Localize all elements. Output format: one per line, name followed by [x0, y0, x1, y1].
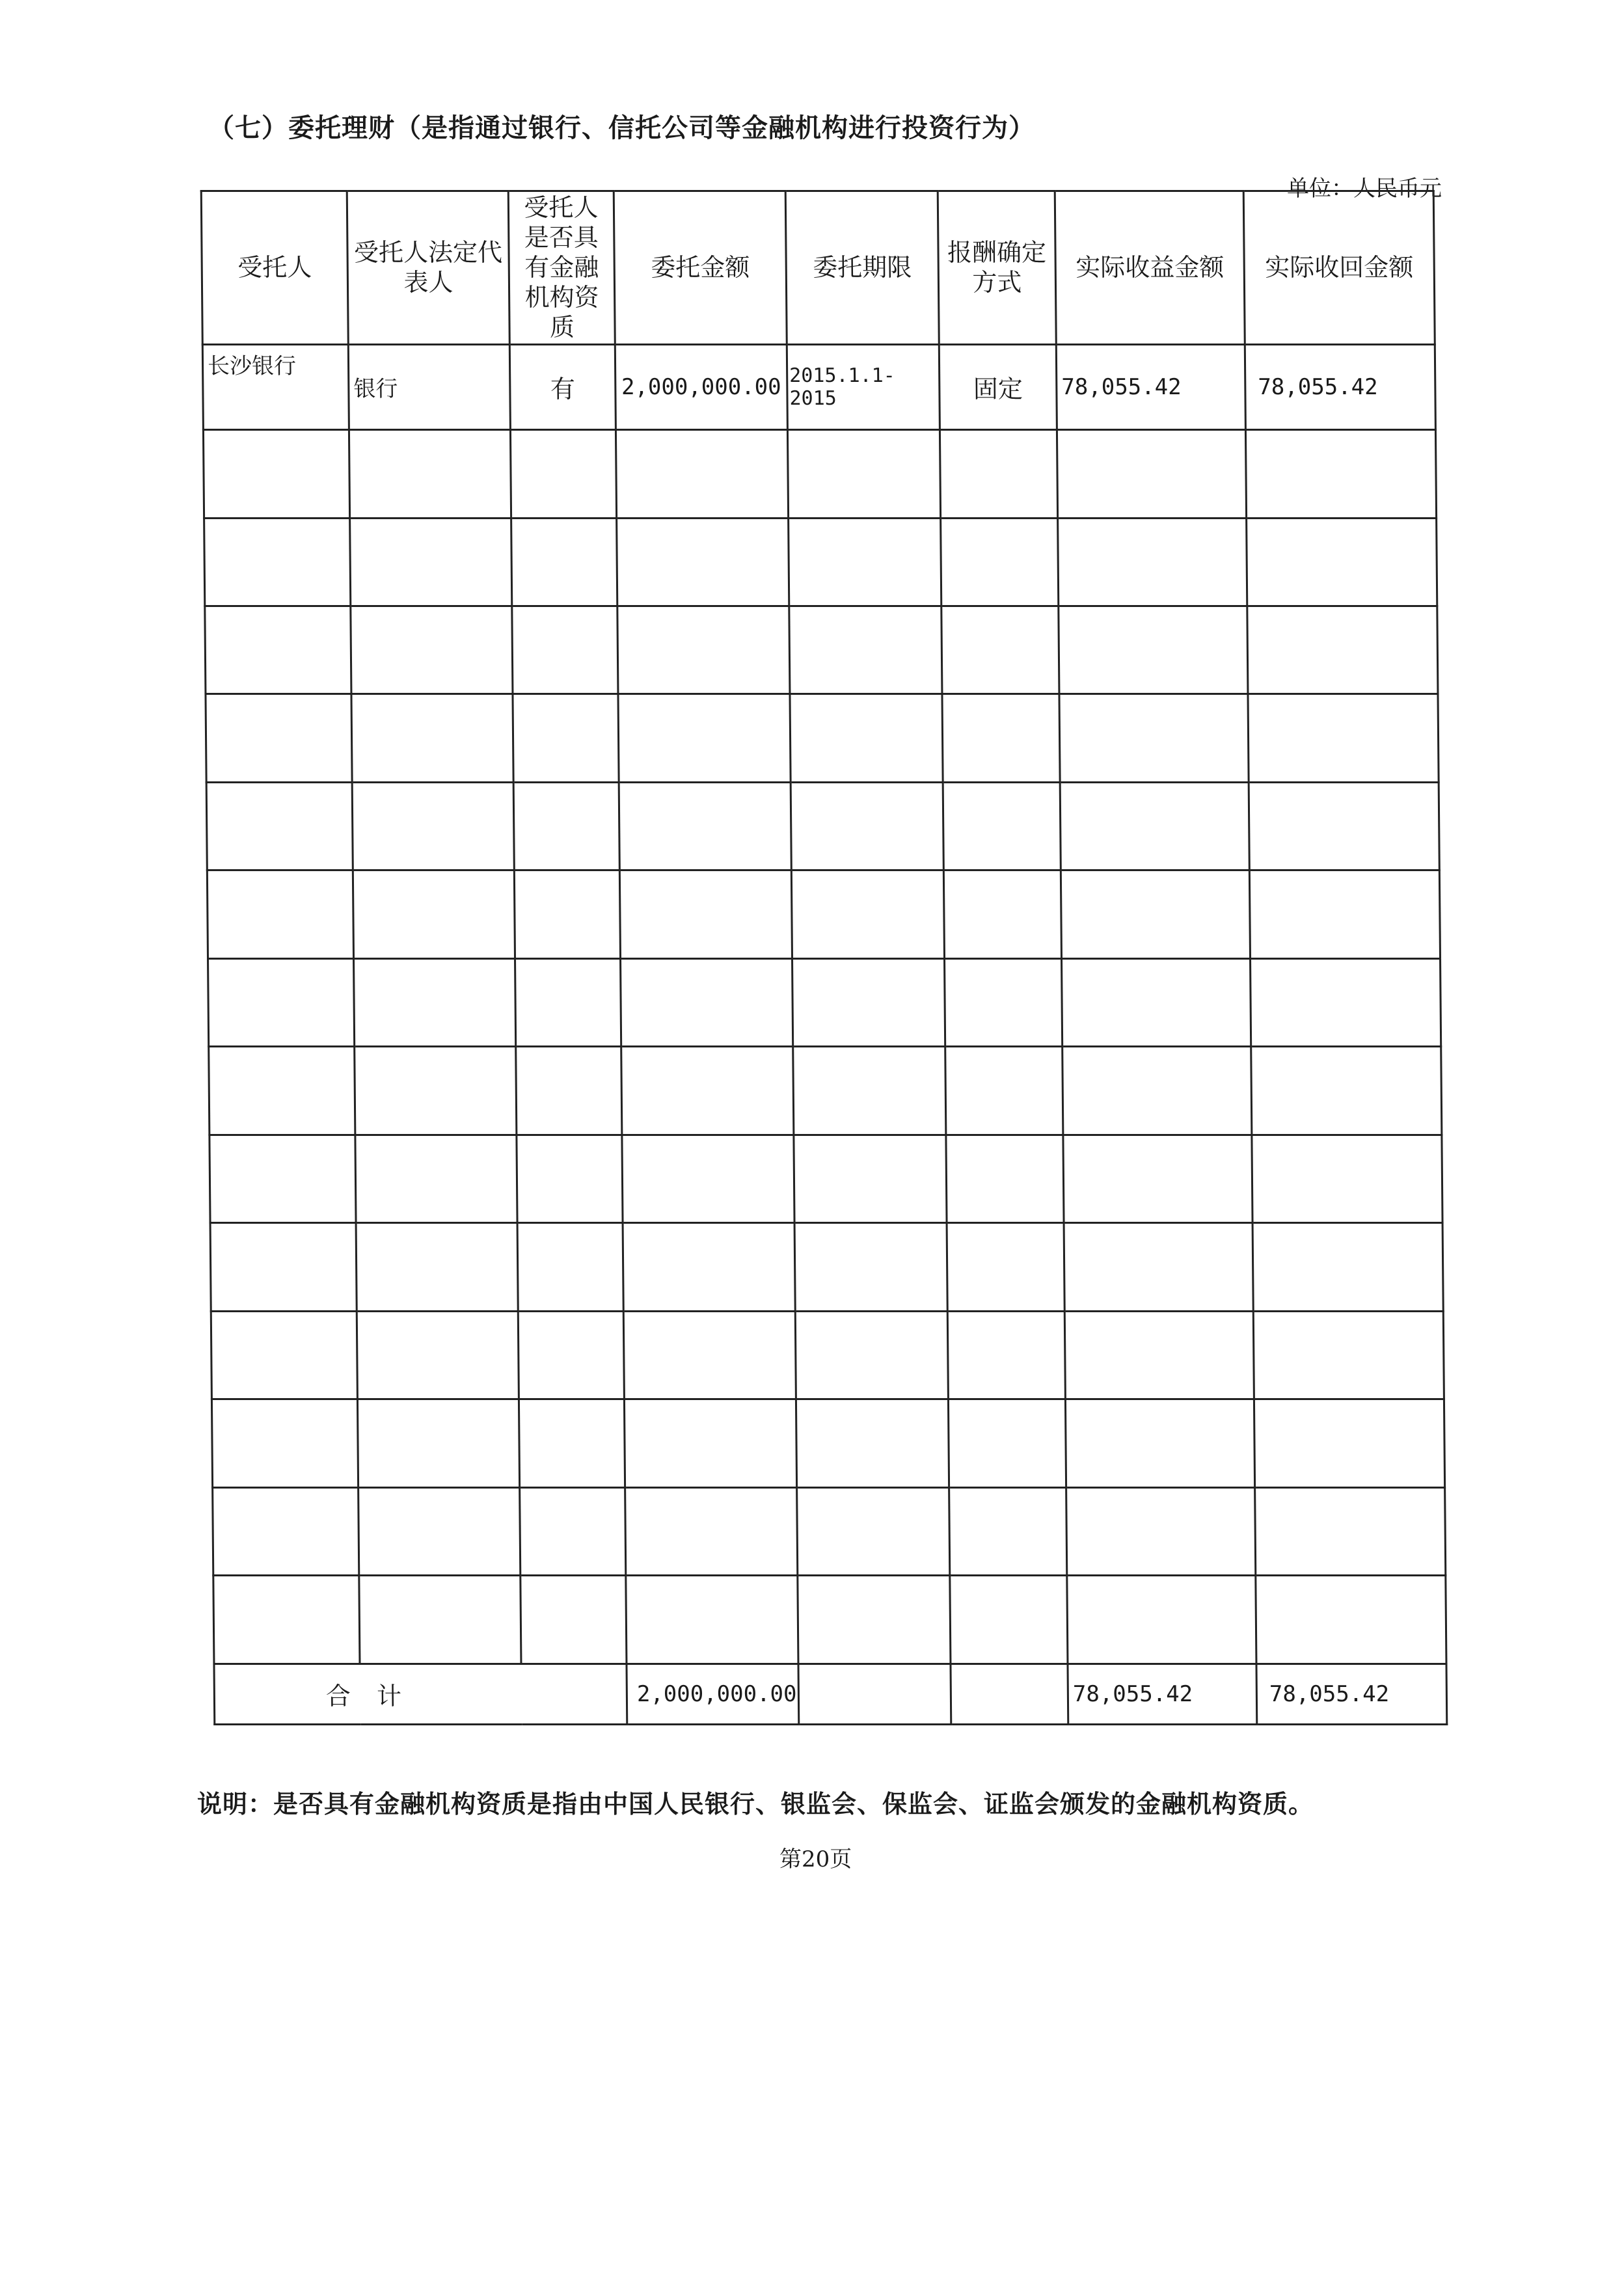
empty-row	[207, 870, 1440, 958]
currency-unit: 单位：人民币元	[1287, 176, 1442, 202]
empty-row	[204, 518, 1437, 606]
empty-row	[210, 1135, 1442, 1222]
cell-qualified: 有	[509, 344, 616, 429]
empty-row	[209, 1047, 1442, 1135]
col-header-qualification: 受托人是否具有金融机构资质	[508, 191, 615, 345]
cell-trustee	[202, 344, 349, 429]
empty-row	[211, 1311, 1444, 1399]
total-actual-income: 78,055.42	[1068, 1664, 1257, 1724]
cell-amount: 2,000,000.00	[615, 344, 787, 429]
empty-row	[205, 606, 1438, 694]
trustee-text: 长沙银行	[207, 353, 297, 379]
cell-term: 2015.1.1-2015	[787, 344, 940, 429]
total-fee-method	[951, 1664, 1068, 1724]
col-header-legal-rep: 受托人法定代表人	[347, 191, 509, 345]
qualification-note: 说明：是否具有金融机构资质是指由中国人民银行、银监会、保监会、证监会颁发的金融机构资质。	[197, 1789, 1314, 1818]
cell-actual-income: 78,055.42	[1056, 344, 1245, 429]
total-term	[798, 1664, 951, 1724]
entrusted-investment-table	[200, 190, 1448, 1725]
empty-row	[213, 1576, 1446, 1664]
empty-row	[213, 1487, 1446, 1575]
empty-row	[208, 958, 1441, 1046]
col-header-term: 委托期限	[785, 191, 939, 345]
total-actual-recovered: 78,055.42	[1256, 1664, 1447, 1724]
col-header-amount: 委托金额	[614, 191, 787, 345]
table-row	[202, 344, 1435, 429]
total-amount: 2,000,000.00	[627, 1664, 799, 1724]
cell-actual-recovered: 78,055.42	[1245, 344, 1435, 429]
empty-row	[203, 430, 1436, 518]
empty-row	[211, 1399, 1444, 1487]
table-header-row	[201, 191, 1435, 345]
col-header-trustee: 受托人	[201, 191, 348, 345]
empty-row	[206, 694, 1439, 782]
col-header-actual-income: 实际收益金额	[1055, 191, 1245, 345]
col-header-actual-recovered: 实际收回金额	[1243, 191, 1435, 345]
page-number: 第20页	[779, 1846, 852, 1872]
cell-legal-rep: 银行	[348, 344, 510, 429]
total-label: 合 计	[214, 1664, 627, 1724]
cell-fee-method: 固定	[939, 344, 1057, 429]
empty-row	[210, 1223, 1443, 1311]
total-row	[214, 1664, 1447, 1724]
empty-row	[206, 782, 1439, 870]
col-header-fee-method: 报酬确定方式	[938, 191, 1056, 345]
section-title: （七）委托理财（是指通过银行、信托公司等金融机构进行投资行为）	[208, 113, 1035, 143]
